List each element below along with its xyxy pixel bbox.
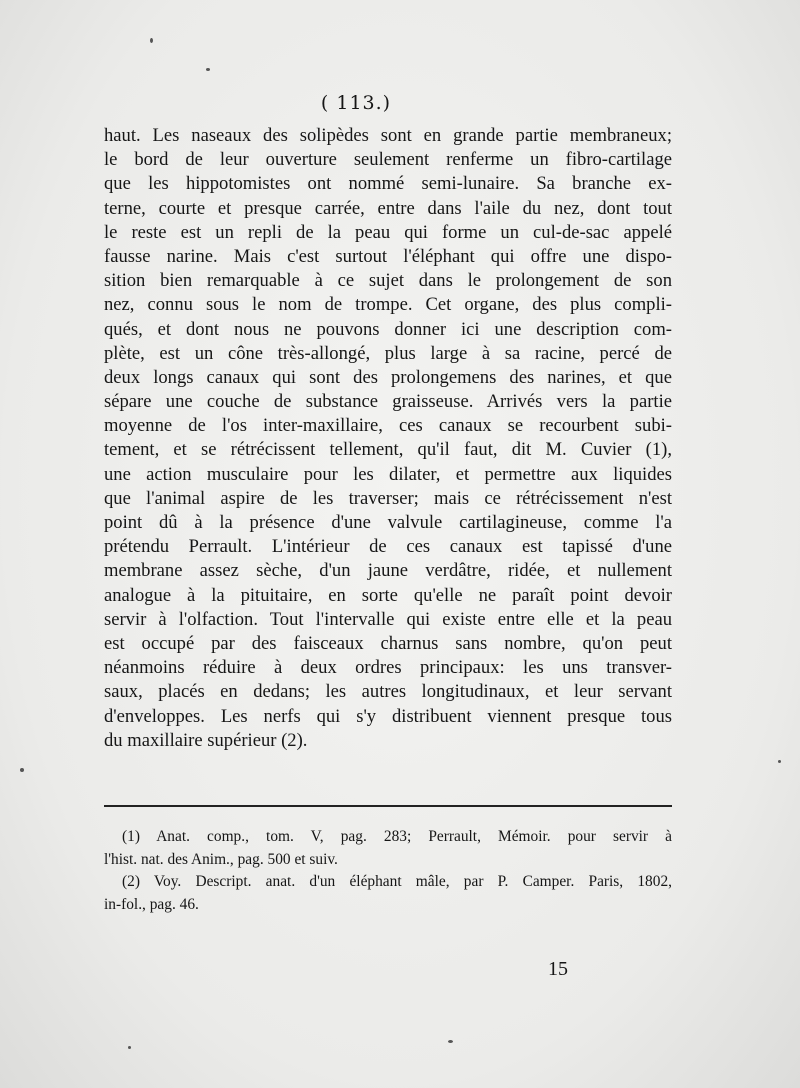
page-number: ( 113.): [320, 92, 392, 114]
text-line: est occupé par des faisceaux charnus sans nombre, qu'on peut: [104, 632, 672, 654]
text-line: deux longs canaux qui sont des prolongemens des narines, et que: [104, 366, 672, 388]
footnote-line: l'hist. nat. des Anim., pag. 500 et suiv.: [104, 850, 338, 868]
text-line: d'enveloppes. Les nerfs qui s'y distribuent viennent presque tous: [104, 705, 672, 727]
text-line: sition bien remarquable à ce sujet dans le prolongement de son: [104, 270, 672, 292]
text-line: le reste est un repli de la peau qui forme un cul-de-sac appelé: [104, 221, 672, 243]
text-line: sépare une couche de substance graisseuse. Arrivés vers la partie: [104, 391, 672, 413]
paper-speck: [206, 68, 210, 71]
signature-mark: 15: [548, 958, 568, 980]
text-line: le bord de leur ouverture seulement renferme un fibro-cartilage: [104, 149, 672, 171]
footnote-line: (1) Anat. comp., tom. V, pag. 283; Perrault, Mémoir. pour servir à: [122, 828, 672, 845]
text-line: plète, est un cône très-allongé, plus large à sa racine, percé de: [104, 342, 672, 364]
text-line: néanmoins réduire à deux ordres principaux: les uns transver-: [104, 657, 672, 679]
text-line: fausse narine. Mais c'est surtout l'éléphant qui offre une dispo-: [104, 245, 672, 267]
text-line: qués, et dont nous ne pouvons donner ici une description com-: [104, 318, 672, 340]
text-line: moyenne de l'os inter-maxillaire, ces canaux se recourbent subi-: [104, 415, 672, 437]
text-line: nez, connu sous le nom de trompe. Cet organe, des plus compli-: [104, 294, 672, 316]
paper-speck: [448, 1040, 453, 1043]
text-line: que les hippotomistes ont nommé semi-lunaire. Sa branche ex-: [104, 173, 672, 195]
footnote-line: (2) Voy. Descript. anat. d'un éléphant mâle, par P. Camper. Paris, 1802,: [122, 873, 672, 890]
text-line: que l'animal aspire de les traverser; mais ce rétrécissement n'est: [104, 487, 672, 509]
text-line: prétendu Perrault. L'intérieur de ces canaux est tapissé d'une: [104, 536, 672, 558]
text-line: terne, courte et presque carrée, entre dans l'aile du nez, dont tout: [104, 197, 672, 219]
body-text: [104, 124, 672, 753]
paper-speck: [128, 1046, 131, 1049]
text-line: analogue à la pituitaire, en sorte qu'elle ne paraît point devoir: [104, 584, 672, 606]
text-line: membrane assez sèche, d'un jaune verdâtre, ridée, et nullement: [104, 560, 672, 582]
footnotes: [104, 826, 672, 916]
text-line: point dû à la présence d'une valvule cartilagineuse, comme l'a: [104, 512, 672, 533]
text-line: servir à l'olfaction. Tout l'intervalle qui existe entre elle et la peau: [104, 608, 672, 630]
paper-speck: [778, 760, 781, 763]
text-line: tement, et se rétrécissent tellement, qu'il faut, dit M. Cuvier (1),: [104, 439, 672, 461]
footnote-divider: [104, 805, 672, 807]
text-line: une action musculaire pour les dilater, et permettre aux liquides: [104, 463, 672, 485]
paper-speck: [150, 38, 153, 43]
text-line: haut. Les naseaux des solipèdes sont en grande partie membraneux;: [104, 125, 672, 146]
footnote-line: in-fol., pag. 46.: [104, 895, 199, 913]
text-line: du maxillaire supérieur (2).: [104, 729, 308, 751]
text-line: saux, placés en dedans; les autres longitudinaux, et leur servant: [104, 681, 672, 703]
paper-speck: [20, 768, 24, 772]
